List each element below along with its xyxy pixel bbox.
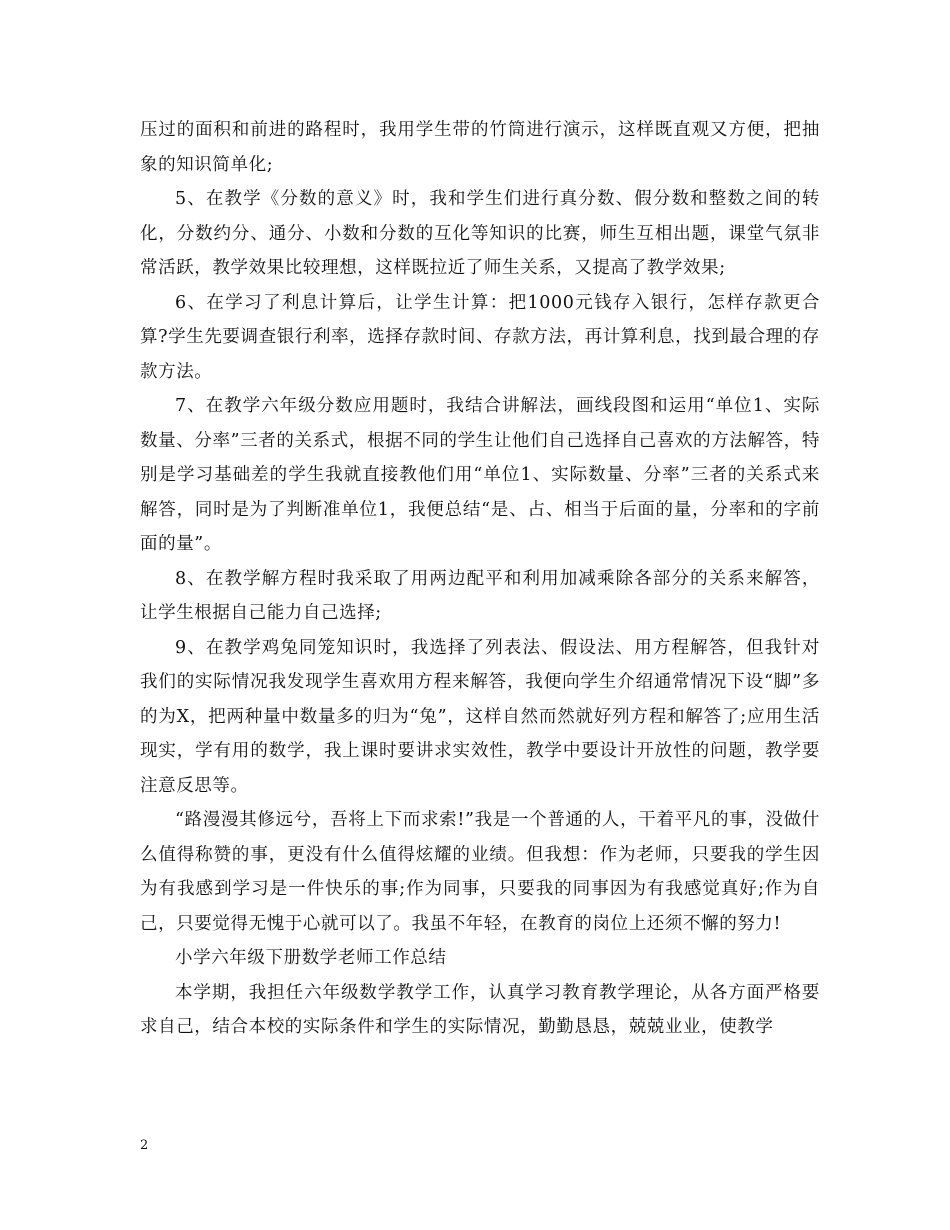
section-heading: 小学六年级下册数学老师工作总结 <box>175 948 447 968</box>
page-number: 2 <box>140 1138 149 1153</box>
paragraph-4: 7、在教学六年级分数应用题时，我结合讲解法，画线段图和运用“单位1、实际数量、分率”三者的关系式，根据不同的学生让他们自己选择自己喜欢的方法解答，特别是学习基础差的学生我就直接教他们用“单位1、实际数量、分率”三者的关系式来解答，同时是为了判断准单位1，我便总结“是、占、相当于后面的量，分率和的字前面的量”。 <box>140 396 820 554</box>
paragraph-7: “路漫漫其修远兮，吾将上下而求索!”我是一个普通的人，干着平凡的事，没做什么值得称赞的事，更没有什么值得炫耀的业绩。但我想：作为老师，只要我的学生因为有我感到学习是一件快乐的事;作为同事，只要我的同事因为有我感觉真好;作为自己，只要觉得无愧于心就可以了。我虽不年轻，在教育的岗位上还须不懈的努力! <box>140 810 820 934</box>
paragraph-6: 9、在教学鸡兔同笼知识时，我选择了列表法、假设法、用方程解答，但我针对我们的实际情况我发现学生喜欢用方程来解答，我便向学生介绍通常情况下设“脚”多的为X，把两种量中数量多的归为“兔”，这样自然而然就好列方程和解答了;应用生活现实，学有用的数学，我上课时要讲求实效性，教学中要设计开放性的问题，教学要注意反思等。 <box>140 637 820 796</box>
paragraph-9: 本学期，我担任六年级数学教学工作，认真学习教育教学理论，从各方面严格要求自己，结合本校的实际条件和学生的实际情况，勤勤恳恳，兢兢业业，使教学 <box>140 982 820 1037</box>
paragraph-5: 8、在教学解方程时我采取了用两边配平和利用加减乘除各部分的关系来解答，让学生根据自己能力自己选择; <box>140 568 820 623</box>
document-body <box>140 113 820 1045</box>
paragraph-3: 6、在学习了利息计算后，让学生计算：把1000元钱存入银行，怎样存款更合算?学生先要调查银行利率，选择存款时间、存款方法，再计算利息，找到最合理的存款方法。 <box>140 292 820 382</box>
paragraph-1: 压过的面积和前进的路程时，我用学生带的竹筒进行演示，这样既直观又方便，把抽象的知识简单化; <box>140 120 820 175</box>
paragraph-2: 5、在教学《分数的意义》时，我和学生们进行真分数、假分数和整数之间的转化，分数约分、通分、小数和分数的互化等知识的比赛，师生互相出题，课堂气氛非常活跃，教学效果比较理想，这样既拉近了师生关系，又提高了教学效果; <box>140 189 820 278</box>
